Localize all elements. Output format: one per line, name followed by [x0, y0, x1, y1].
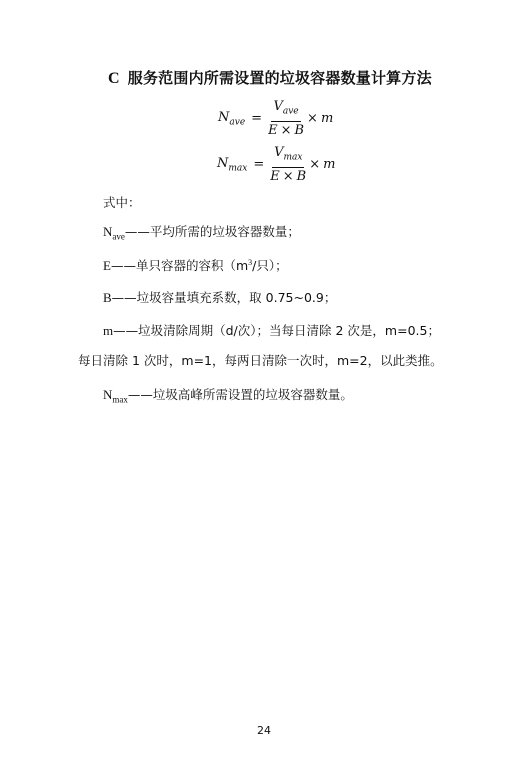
formula-lhs: [218, 110, 245, 128]
section-title: 服务范围内所需设置的垃圾容器数量计算方法: [127, 69, 432, 87]
fraction: [270, 145, 306, 184]
fraction: [268, 99, 304, 138]
section-letter: C: [108, 70, 120, 87]
fraction-numerator: [272, 145, 304, 168]
multiplier: m: [320, 110, 334, 126]
definition-symbol: B: [103, 290, 112, 305]
equals-sign: =: [251, 110, 263, 126]
numerator-symbol: V: [274, 145, 284, 160]
definition-m: [103, 321, 440, 339]
denominator-left: E: [268, 122, 278, 138]
definition-subscript: max: [112, 394, 128, 405]
fraction-denominator: [268, 122, 304, 138]
definition-symbol: N: [103, 224, 113, 239]
times-sign: ×: [309, 156, 321, 172]
definition-symbol: m: [103, 323, 114, 338]
denominator-operator: ×: [282, 168, 294, 184]
lhs-subscript: ave: [229, 117, 246, 128]
fraction-denominator: [270, 168, 306, 184]
lhs-subscript: max: [228, 163, 248, 174]
equals-sign: =: [253, 156, 265, 172]
lhs-symbol: N: [217, 155, 229, 171]
formula-n-ave: [218, 99, 333, 138]
definition-subscript: ave: [112, 231, 125, 242]
definition-text: ——垃圾高峰所需设置的垃圾容器数量。: [127, 387, 353, 402]
denominator-right: B: [294, 122, 305, 138]
definition-symbol: E: [103, 258, 111, 273]
definition-text: ——垃圾容量填充系数，取 0.75~0.9；: [111, 290, 337, 305]
numerator-subscript: max: [283, 152, 303, 163]
multiplier: m: [323, 156, 336, 172]
definition-n-max: [103, 385, 353, 405]
where-label: 式中：: [103, 195, 141, 210]
definition-superscript: 3: [248, 257, 253, 267]
definition-e: [103, 256, 288, 274]
formula-lhs: [217, 156, 247, 174]
denominator-left: E: [270, 168, 280, 184]
definition-m-continued: 每日清除 1 次时，m=1，每两日清除一次时，m=2，以此类推。: [78, 353, 443, 368]
definition-text-end: /只）；: [252, 258, 288, 273]
definition-n-ave: [103, 222, 300, 242]
section-heading: [108, 67, 432, 88]
definition-text: ——垃圾清除周期（d/次）；当每日清除 2 次是，m=0.5；: [113, 323, 440, 338]
definition-text: ——平均所需的垃圾容器数量；: [124, 224, 300, 239]
lhs-symbol: N: [218, 109, 230, 125]
fraction-numerator: [271, 99, 300, 122]
denominator-operator: ×: [280, 122, 292, 138]
times-sign: ×: [307, 110, 318, 126]
page-number: 24: [257, 724, 271, 737]
numerator-subscript: ave: [282, 106, 299, 117]
denominator-right: B: [296, 168, 307, 184]
formula-n-max: [217, 145, 335, 184]
definition-symbol: N: [103, 387, 113, 402]
definition-b: [103, 288, 336, 306]
definition-text: ——单只容器的容积（m: [110, 258, 249, 273]
numerator-symbol: V: [273, 99, 283, 114]
